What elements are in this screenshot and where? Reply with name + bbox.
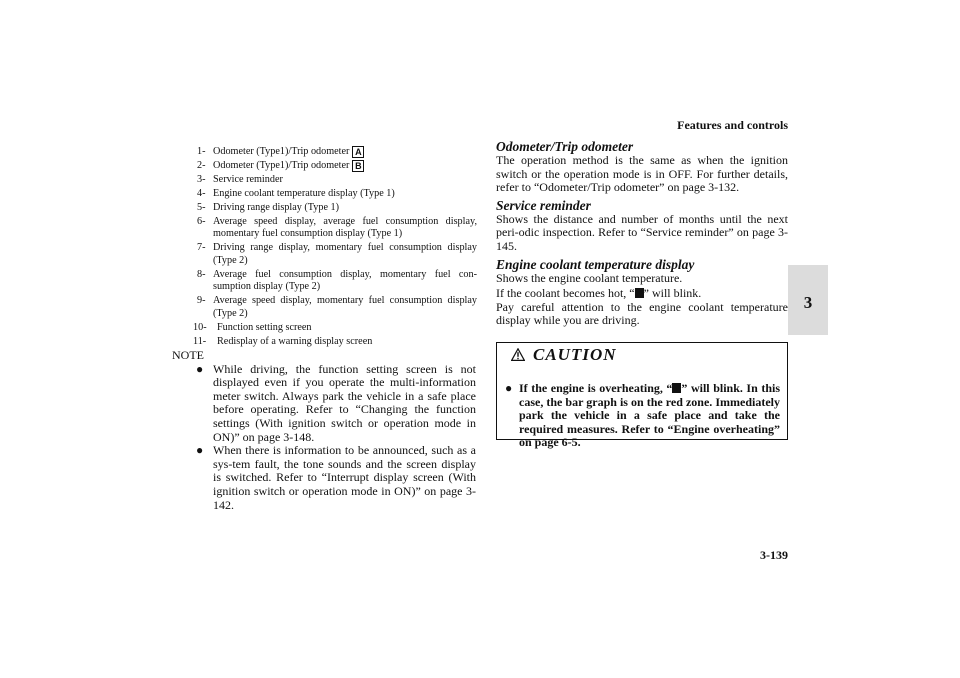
right-column [496, 140, 788, 328]
note-item-text: When there is information to be announced, such as a sys-tem fault, the tone sounds and the screen display is switched. Refer to “Interrupt display screen (With ignition switch or operation mode in ON)” on page 3-142. [213, 443, 476, 512]
note-item-text: While driving, the function setting screen is not displayed even if you operate the multi-information meter switch. Always park the vehicle in a safe place before operating. Refer to “Changing the function settings (With ignition switch or operation mode in ON)” on page 3-148. [213, 361, 476, 444]
coolant-line-2 [496, 287, 788, 301]
list-item [197, 188, 477, 200]
note-item [172, 363, 476, 445]
callout-list [193, 146, 477, 350]
page-number: 3-139 [760, 548, 788, 562]
bullet-icon: ● [196, 443, 204, 458]
chapter-tab [788, 265, 828, 335]
list-item [197, 146, 477, 158]
list-item-number: 6- [197, 216, 206, 227]
coolant-temperature-icon [635, 288, 644, 298]
list-item [197, 160, 477, 172]
list-item-text: Odometer (Type1)/Trip odometer [213, 146, 350, 157]
list-item-number: 11- [193, 335, 207, 347]
note-item [172, 444, 476, 512]
note-block [172, 349, 476, 512]
list-item-number: 4- [197, 188, 206, 199]
caution-text-pre: If the engine is overheating, “ [519, 381, 673, 395]
list-item [197, 295, 477, 320]
coolant-line-2-pre: If the coolant becomes hot, “ [496, 286, 635, 301]
list-item-text: Average speed display, momentary fuel consumption display (Type 2) [213, 295, 477, 319]
list-item [197, 174, 477, 186]
caution-text-post: ” will blink. In this case, the bar graph is on the red zone. Immediately park the vehicle in a safe place and take the required measures. Refer to “Engine overheating” on page 6-5. [519, 381, 781, 450]
list-item [193, 321, 477, 334]
list-item-number: 5- [197, 202, 206, 213]
list-item-text: Odometer (Type1)/Trip odometer [213, 160, 350, 171]
list-item [197, 269, 477, 294]
list-item-number: 7- [197, 242, 206, 254]
list-item-number: 10- [193, 321, 207, 333]
caution-item [505, 382, 780, 450]
section-header: Features and controls [677, 118, 788, 132]
coolant-line-2-post: ” will blink. [643, 286, 702, 301]
service-reminder-body: Shows the distance and number of months until the next peri-odic inspection. Refer to “Service reminder” on page 3-145. [496, 211, 788, 253]
list-item-text: Average fuel consumption display, momentary fuel con-sumption display (Type 2) [213, 268, 477, 293]
note-title: NOTE [172, 348, 204, 362]
bullet-icon: ● [196, 361, 204, 376]
odometer-body: The operation method is the same as when the ignition switch or the operation mode is in OFF. For further details, refer to “Odometer/Trip odometer” on page 3-132. [496, 153, 788, 195]
list-item-number: 2- [197, 160, 206, 171]
coolant-heading: Engine coolant temperature display [496, 256, 695, 272]
list-item-text: Average speed display, average fuel consumption display, momentary fuel consumption display (Type 1) [213, 216, 477, 240]
list-item [197, 216, 477, 241]
coolant-line-1: Shows the engine coolant temperature. [496, 270, 683, 285]
list-item-number: 8- [197, 268, 206, 280]
warning-triangle-icon [511, 348, 525, 361]
list-item-number: 3- [197, 174, 206, 185]
bullet-icon: ● [505, 381, 513, 395]
list-item-text: Driving range display, momentary fuel consumption display (Type 2) [213, 242, 477, 266]
list-item-text: Engine coolant temperature display (Type 1) [213, 188, 395, 199]
list-item-text: Redisplay of a warning display screen [217, 335, 373, 347]
list-item [197, 242, 477, 267]
list-item [193, 335, 477, 348]
list-item [197, 202, 477, 214]
caution-header [497, 343, 787, 365]
coolant-line-3: Pay careful attention to the engine coolant temperature display while you are driving. [496, 299, 788, 328]
boxed-letter-icon: A [352, 146, 364, 158]
chapter-number: 3 [803, 293, 813, 312]
caution-box [496, 342, 788, 450]
service-reminder-heading: Service reminder [496, 197, 591, 213]
odometer-heading: Odometer/Trip odometer [496, 139, 634, 154]
boxed-letter-icon: B [352, 160, 364, 172]
list-item-text: Service reminder [213, 174, 283, 185]
list-item-number: 9- [197, 295, 206, 307]
list-item-text: Function setting screen [217, 321, 312, 333]
caution-title: CAUTION [533, 345, 617, 364]
list-item-number: 1- [197, 146, 206, 157]
list-item-text: Driving range display (Type 1) [213, 202, 340, 213]
caution-body [505, 382, 780, 450]
